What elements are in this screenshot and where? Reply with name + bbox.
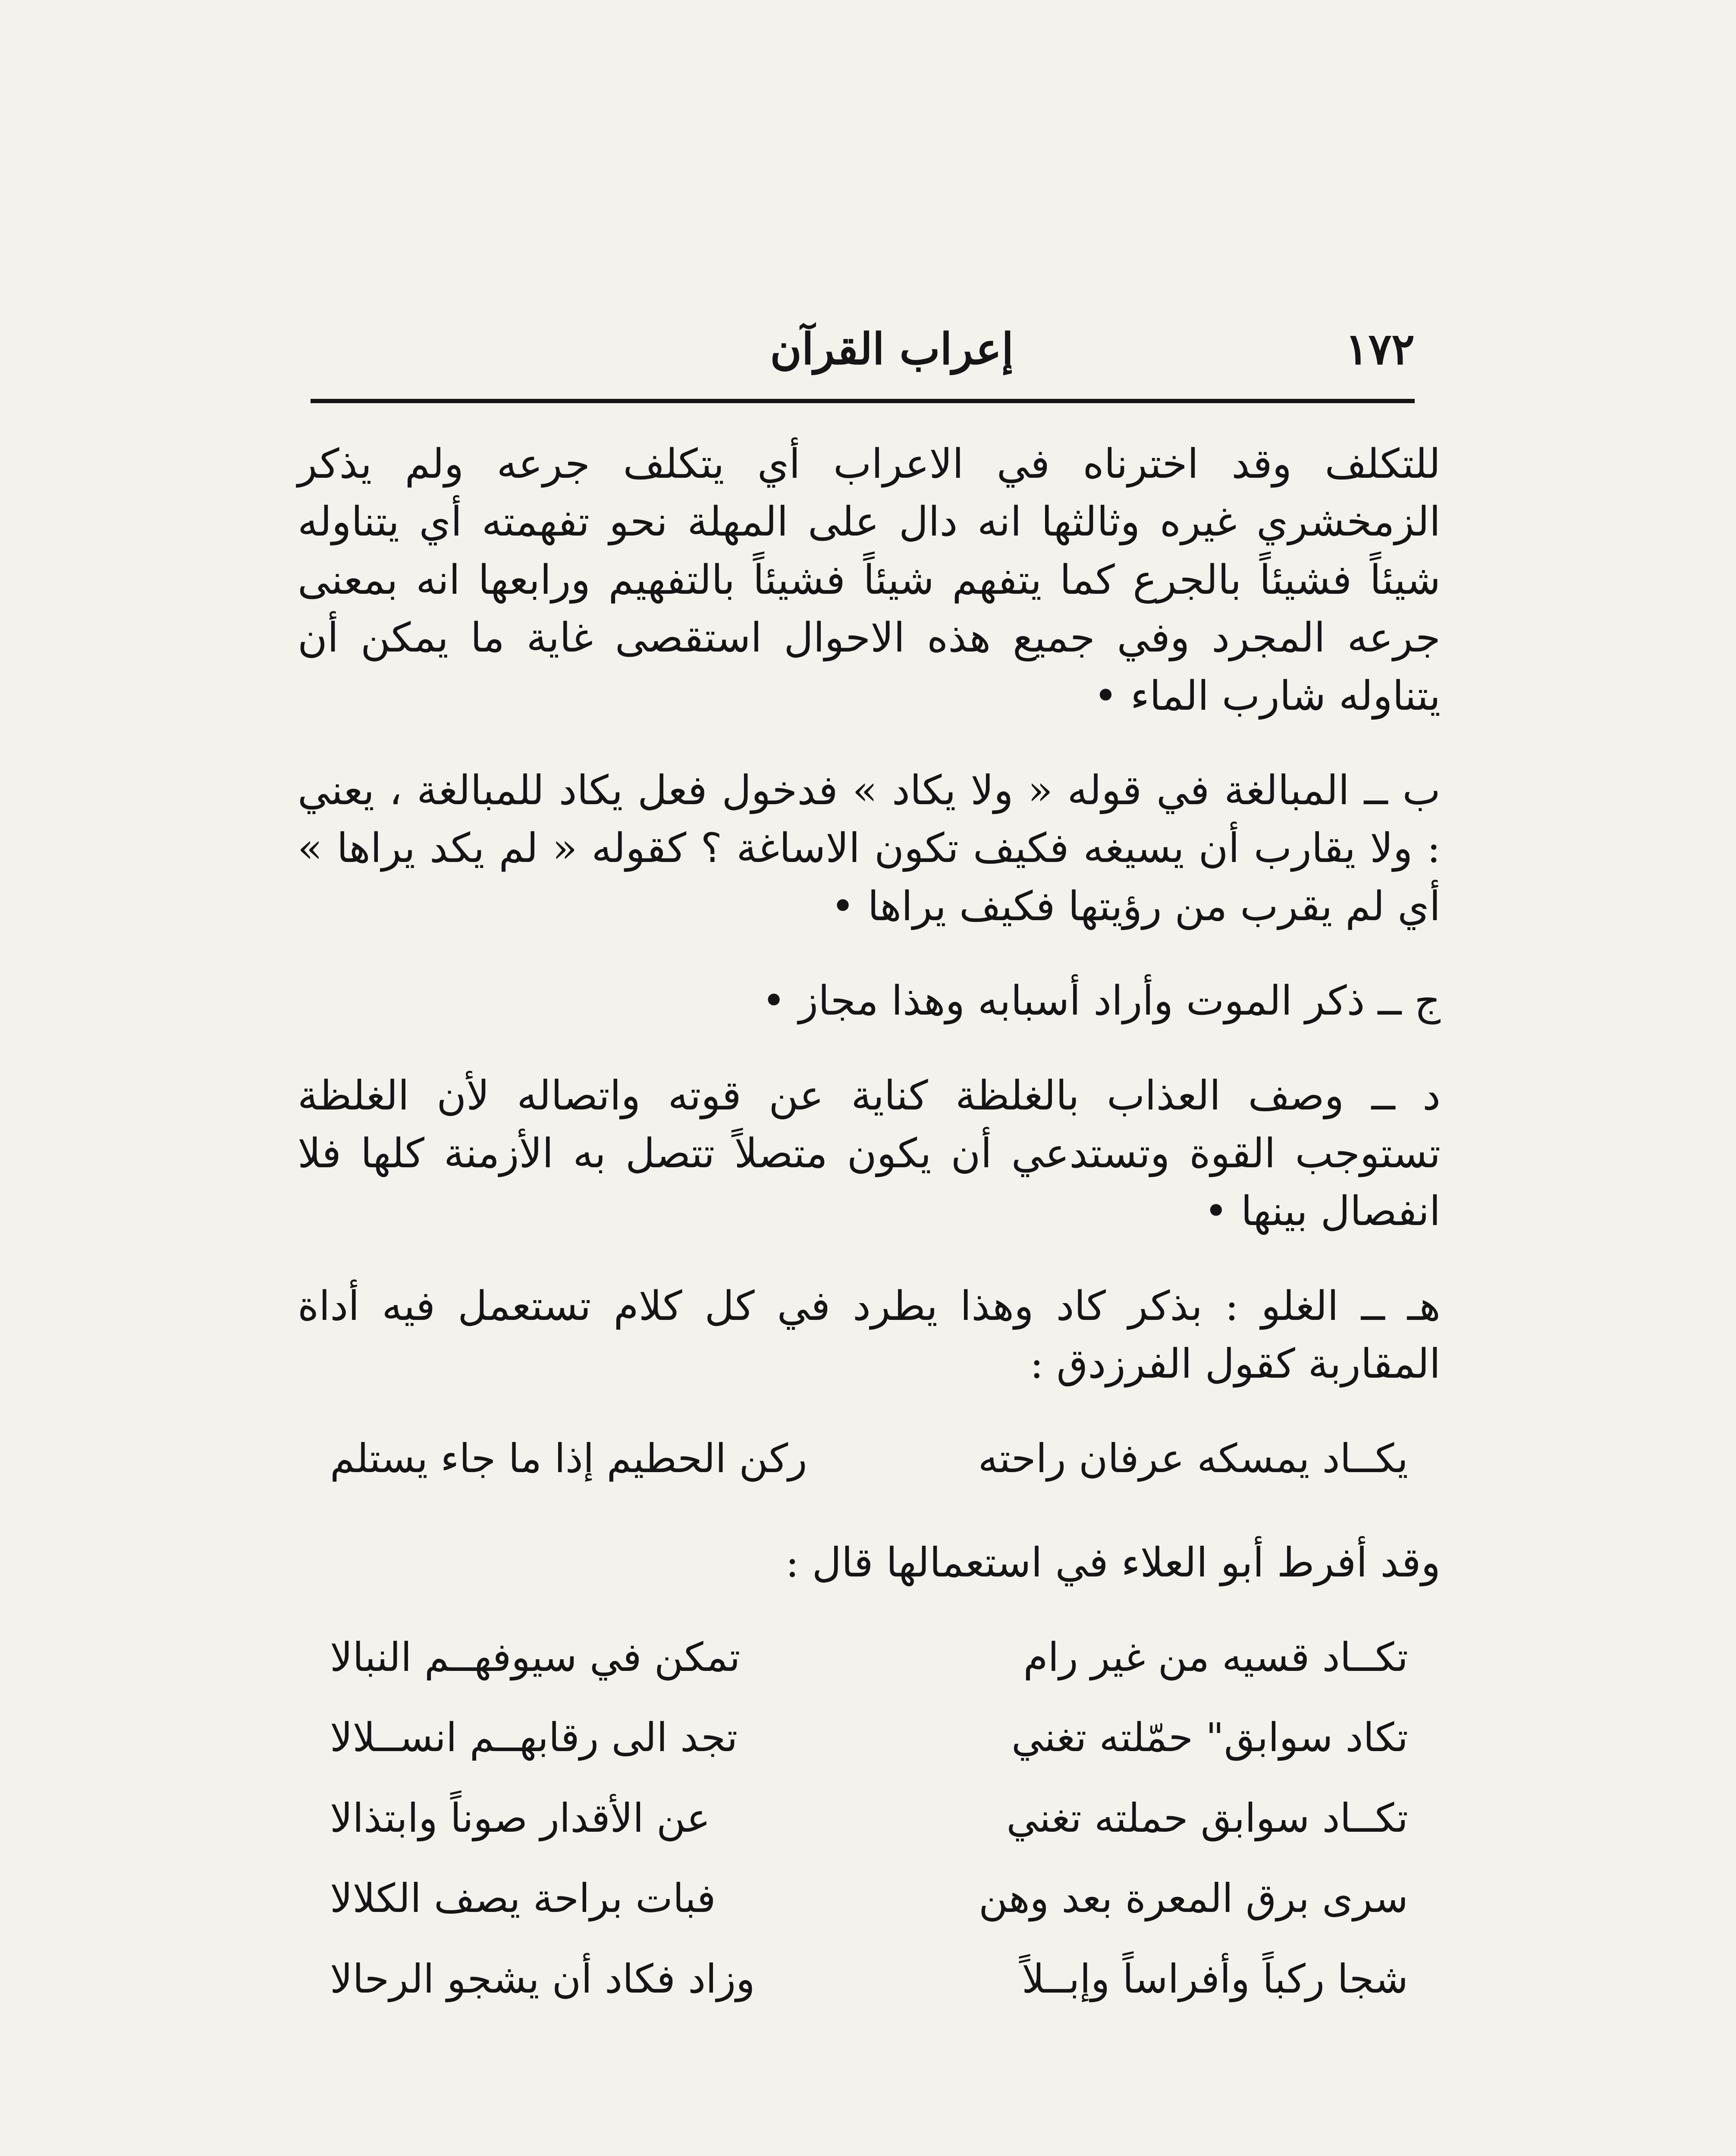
verse-second-hemistich: عن الأقدار صوناً وابتذالا [330,1795,710,1841]
paragraph-d: د ــ وصف العذاب بالغلظة كناية عن قوته واتصاله لأن الغلظة تستوجب القوة وتستدعي أن يكون متصلاً تتصل به الأزمنة كلها فلا انفصال بينها • [298,1072,1441,1235]
verse-line [330,1870,1408,1927]
verse-second-hemistich: تجد الى رقابهــم انســلالا [330,1714,738,1761]
verse-first-hemistich: تكاد سوابق" حمّلته تغني [1011,1714,1408,1761]
verse-second-hemistich: فبات براحة يصف الكلالا [330,1875,716,1922]
page-header [311,315,1415,379]
paragraph-b: ب ــ المبالغة في قوله « ولا يكاد » فدخول فعل يكاد للمبالغة ، يعني : ولا يقارب أن يسيغه فكيف تكون الاساغة ؟ كقوله « لم يكد يراها » أي لم يقرب من رؤيتها فكيف يراها • [298,767,1441,930]
running-title: إعراب القرآن [770,323,1014,374]
paragraph-intro: للتكلف وقد اخترناه في الاعراب أي يتكلف جرعه ولم يذكر الزمخشري غيره وثالثها انه دال على المهلة نحو تفهمته أي يتناوله شيئاً فشيئاً بالجرع كما يتفهم شيئاً فشيئاً بالتفهيم ورابعها انه بمعنى جرعه المجرد وفي جميع هذه الاحوال استقصى غاية ما يمكن أن يتناوله شارب الماء • [298,441,1441,720]
verse-first-hemistich: تكــاد سوابق حملته تغني [1006,1795,1408,1841]
verse-line [330,1790,1408,1847]
header-rule [311,399,1415,403]
paragraph-h: هـ ــ الغلو : بذكر كاد وهذا يطرد في كل كلام تستعمل فيه أداة المقاربة كقول الفرزدق : [298,1282,1441,1388]
verse-line [330,1629,1408,1686]
verse-first-hemistich: سرى برق المعرة بعد وهن [979,1875,1408,1922]
verse-first-hemistich: يكــاد يمسكه عرفان راحته [978,1435,1408,1482]
page-number: ١٧٢ [1345,323,1415,374]
verse-second-hemistich: وزاد فكاد أن يشجو الرحالا [330,1955,755,2002]
verse-second-hemistich: تمكن في سيوفهــم النبالا [330,1634,741,1680]
verse-first-hemistich: تكــاد قسيه من غير رام [1023,1634,1408,1680]
verse-line [330,1951,1408,2008]
verse-intro: وقد أفرط أبو العلاء في استعمالها قال : [785,1539,1441,1587]
verse-farazdaq [330,1430,1408,1487]
verse-first-hemistich: شجا ركباً وأفراساً وإبــلاً [1021,1955,1408,2002]
paragraph-j: ج ــ ذكر الموت وأراد أسبابه وهذا مجاز • [762,978,1441,1025]
page-body [298,436,1441,2031]
verse-second-hemistich: ركن الحطيم إذا ما جاء يستلم [330,1435,807,1482]
verse-line [330,1709,1408,1766]
